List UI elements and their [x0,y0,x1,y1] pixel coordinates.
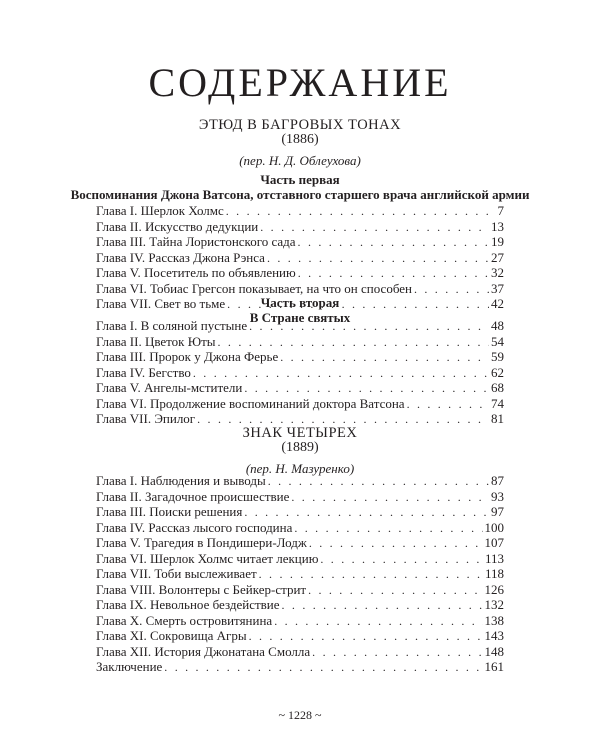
dot-leader [244,381,489,396]
chapter-title: Глава VII. Эпилог [96,411,196,426]
page-ref: 37 [491,280,504,296]
chapter-title: Глава III. Поиски решения [96,504,243,519]
chapter-title: Глава VI. Шерлок Холмс читает лекцию [96,550,319,566]
toc-entry[interactable] [96,566,504,582]
toc-entry[interactable] [96,219,504,235]
dot-leader [268,474,489,489]
chapter-title: Глава XI. Сокровища Агры [96,628,247,643]
page-ref: 113 [484,550,504,566]
chapter-list [96,318,504,427]
toc-entry[interactable] [96,504,504,520]
toc-entry[interactable] [96,473,504,489]
dot-leader [298,266,489,281]
work-title: ЭТЮД В БАГРОВЫХ ТОНАХ [198,117,402,133]
dot-leader [414,282,489,297]
chapter-title: Глава II. Искусство дедукции [96,218,259,234]
page-ref: 54 [491,333,504,349]
dot-leader [291,490,489,505]
chapter-title: Глава II. Загадочное происшествие [96,488,290,504]
page-ref: 93 [491,488,504,504]
dot-leader [298,235,489,250]
chapter-title: Глава VIII. Волонтеры с Бейкер-стрит [96,581,307,597]
toc-entry[interactable] [96,535,504,551]
toc-entry[interactable] [96,250,504,266]
dot-leader [249,629,483,644]
page-ref: 143 [484,628,504,643]
page-ref: 97 [491,504,504,519]
dot-leader [259,567,483,582]
chapter-title: Глава I. Наблюдения и выводы [96,473,266,488]
page-ref: 81 [491,411,504,426]
chapter-title: Глава VI. Тобиас Грегсон показывает, на что он способен [96,280,412,296]
page-ref: 32 [491,265,504,280]
page-ref: 161 [484,659,504,674]
dot-leader [282,598,483,613]
page-number: ~ 1228 ~ [278,708,322,722]
dot-leader [407,397,489,412]
page-ref: 118 [484,566,504,581]
dot-leader [312,645,482,660]
page-ref: 138 [484,612,504,628]
chapter-title: Глава III. Пророк у Джона Ферье [96,349,279,364]
dot-leader [267,251,489,266]
toc-entry[interactable] [96,349,504,365]
work-title: ЗНАК ЧЕТЫРЕХ [242,425,358,441]
dot-leader [294,521,482,536]
page-ref: 148 [484,643,504,659]
page-ref: 42 [491,296,504,311]
toc-entry[interactable] [96,489,504,505]
chapter-title: Глава II. Цветок Юты [96,333,216,349]
page-ref: 48 [491,318,504,333]
toc-entry[interactable] [96,281,504,297]
part-subtitle: В Стране святых [249,310,351,325]
dot-leader [320,552,483,567]
dot-leader [249,319,489,334]
translator-credit: (пер. Н. Д. Облеухова) [239,153,361,168]
toc-entry[interactable] [96,203,504,219]
dot-leader [260,220,489,235]
page-ref: 74 [491,395,504,411]
dot-leader [218,335,489,350]
translator-credit: (пер. Н. Мазуренко) [245,461,355,476]
part-label: Часть вторая [260,295,340,310]
toc-entry[interactable] [96,334,504,350]
dot-leader [193,366,489,381]
toc-entry[interactable] [96,234,504,250]
toc-entry[interactable] [96,659,504,675]
page-ref: 7 [497,203,504,218]
page-ref: 107 [484,535,504,550]
part-label: Часть первая [260,172,340,187]
page-ref: 126 [484,581,504,597]
page-ref: 87 [491,473,504,488]
dot-leader [226,204,496,219]
toc-entry[interactable] [96,551,504,567]
toc-entry[interactable] [96,380,504,396]
chapter-title: Глава IV. Рассказ лысого господина [96,519,293,535]
toc-entry[interactable] [96,396,504,412]
page-ref: 132 [484,597,504,612]
page-ref: 59 [491,349,504,364]
chapter-title: Глава III. Тайна Лористонского сада [96,234,296,249]
page-ref: 13 [491,218,504,234]
chapter-title: Глава I. Шерлок Холмс [96,203,224,218]
chapter-title: Глава V. Посетитель по объявлению [96,265,296,280]
chapter-title: Глава V. Трагедия в Пондишери-Лодж [96,535,307,550]
toc-entry[interactable] [96,582,504,598]
chapter-title: Глава VII. Тоби выслеживает [96,566,257,581]
dot-leader [274,614,482,629]
chapter-title: Глава I. В соляной пустыне [96,318,248,333]
toc-entry[interactable] [96,597,504,613]
work-year: (1889) [281,440,319,455]
chapter-title: Глава IV. Рассказ Джона Рэнса [96,249,265,265]
toc-entry[interactable] [96,318,504,334]
part-subtitle: Воспоминания Джона Ватсона, отставного старшего врача английской армии [70,187,530,202]
dot-leader [280,350,489,365]
page-ref: 62 [491,364,504,380]
toc-entry[interactable] [96,644,504,660]
dot-leader [164,660,482,675]
dot-leader [308,583,482,598]
chapter-title: Глава V. Ангелы-мстители [96,380,243,395]
toc-entry[interactable] [96,265,504,281]
toc-entry[interactable] [96,628,504,644]
page-title: СОДЕРЖАНИЕ [148,60,452,105]
page-ref: 27 [491,249,504,265]
chapter-title: Глава IX. Невольное бездействие [96,597,280,612]
toc-entry[interactable] [96,365,504,381]
work-year: (1886) [281,132,319,147]
dot-leader [244,505,489,520]
chapter-title: Глава XII. История Джонатана Смолла [96,643,311,659]
page-ref: 19 [491,234,504,249]
dot-leader [309,536,483,551]
chapter-title: Глава VI. Продолжение воспоминаний доктора Ватсона [96,395,405,411]
chapter-title: Глава X. Смерть островитянина [96,612,273,628]
chapter-list [96,473,504,675]
chapter-title: Глава VII. Свет во тьме [96,296,226,311]
page-ref: 100 [484,519,504,535]
chapter-title: Глава IV. Бегство [96,364,191,380]
toc-entry[interactable] [96,613,504,629]
toc-entry[interactable] [96,520,504,536]
chapter-title: Заключение [96,659,163,674]
page-ref: 68 [491,380,504,395]
